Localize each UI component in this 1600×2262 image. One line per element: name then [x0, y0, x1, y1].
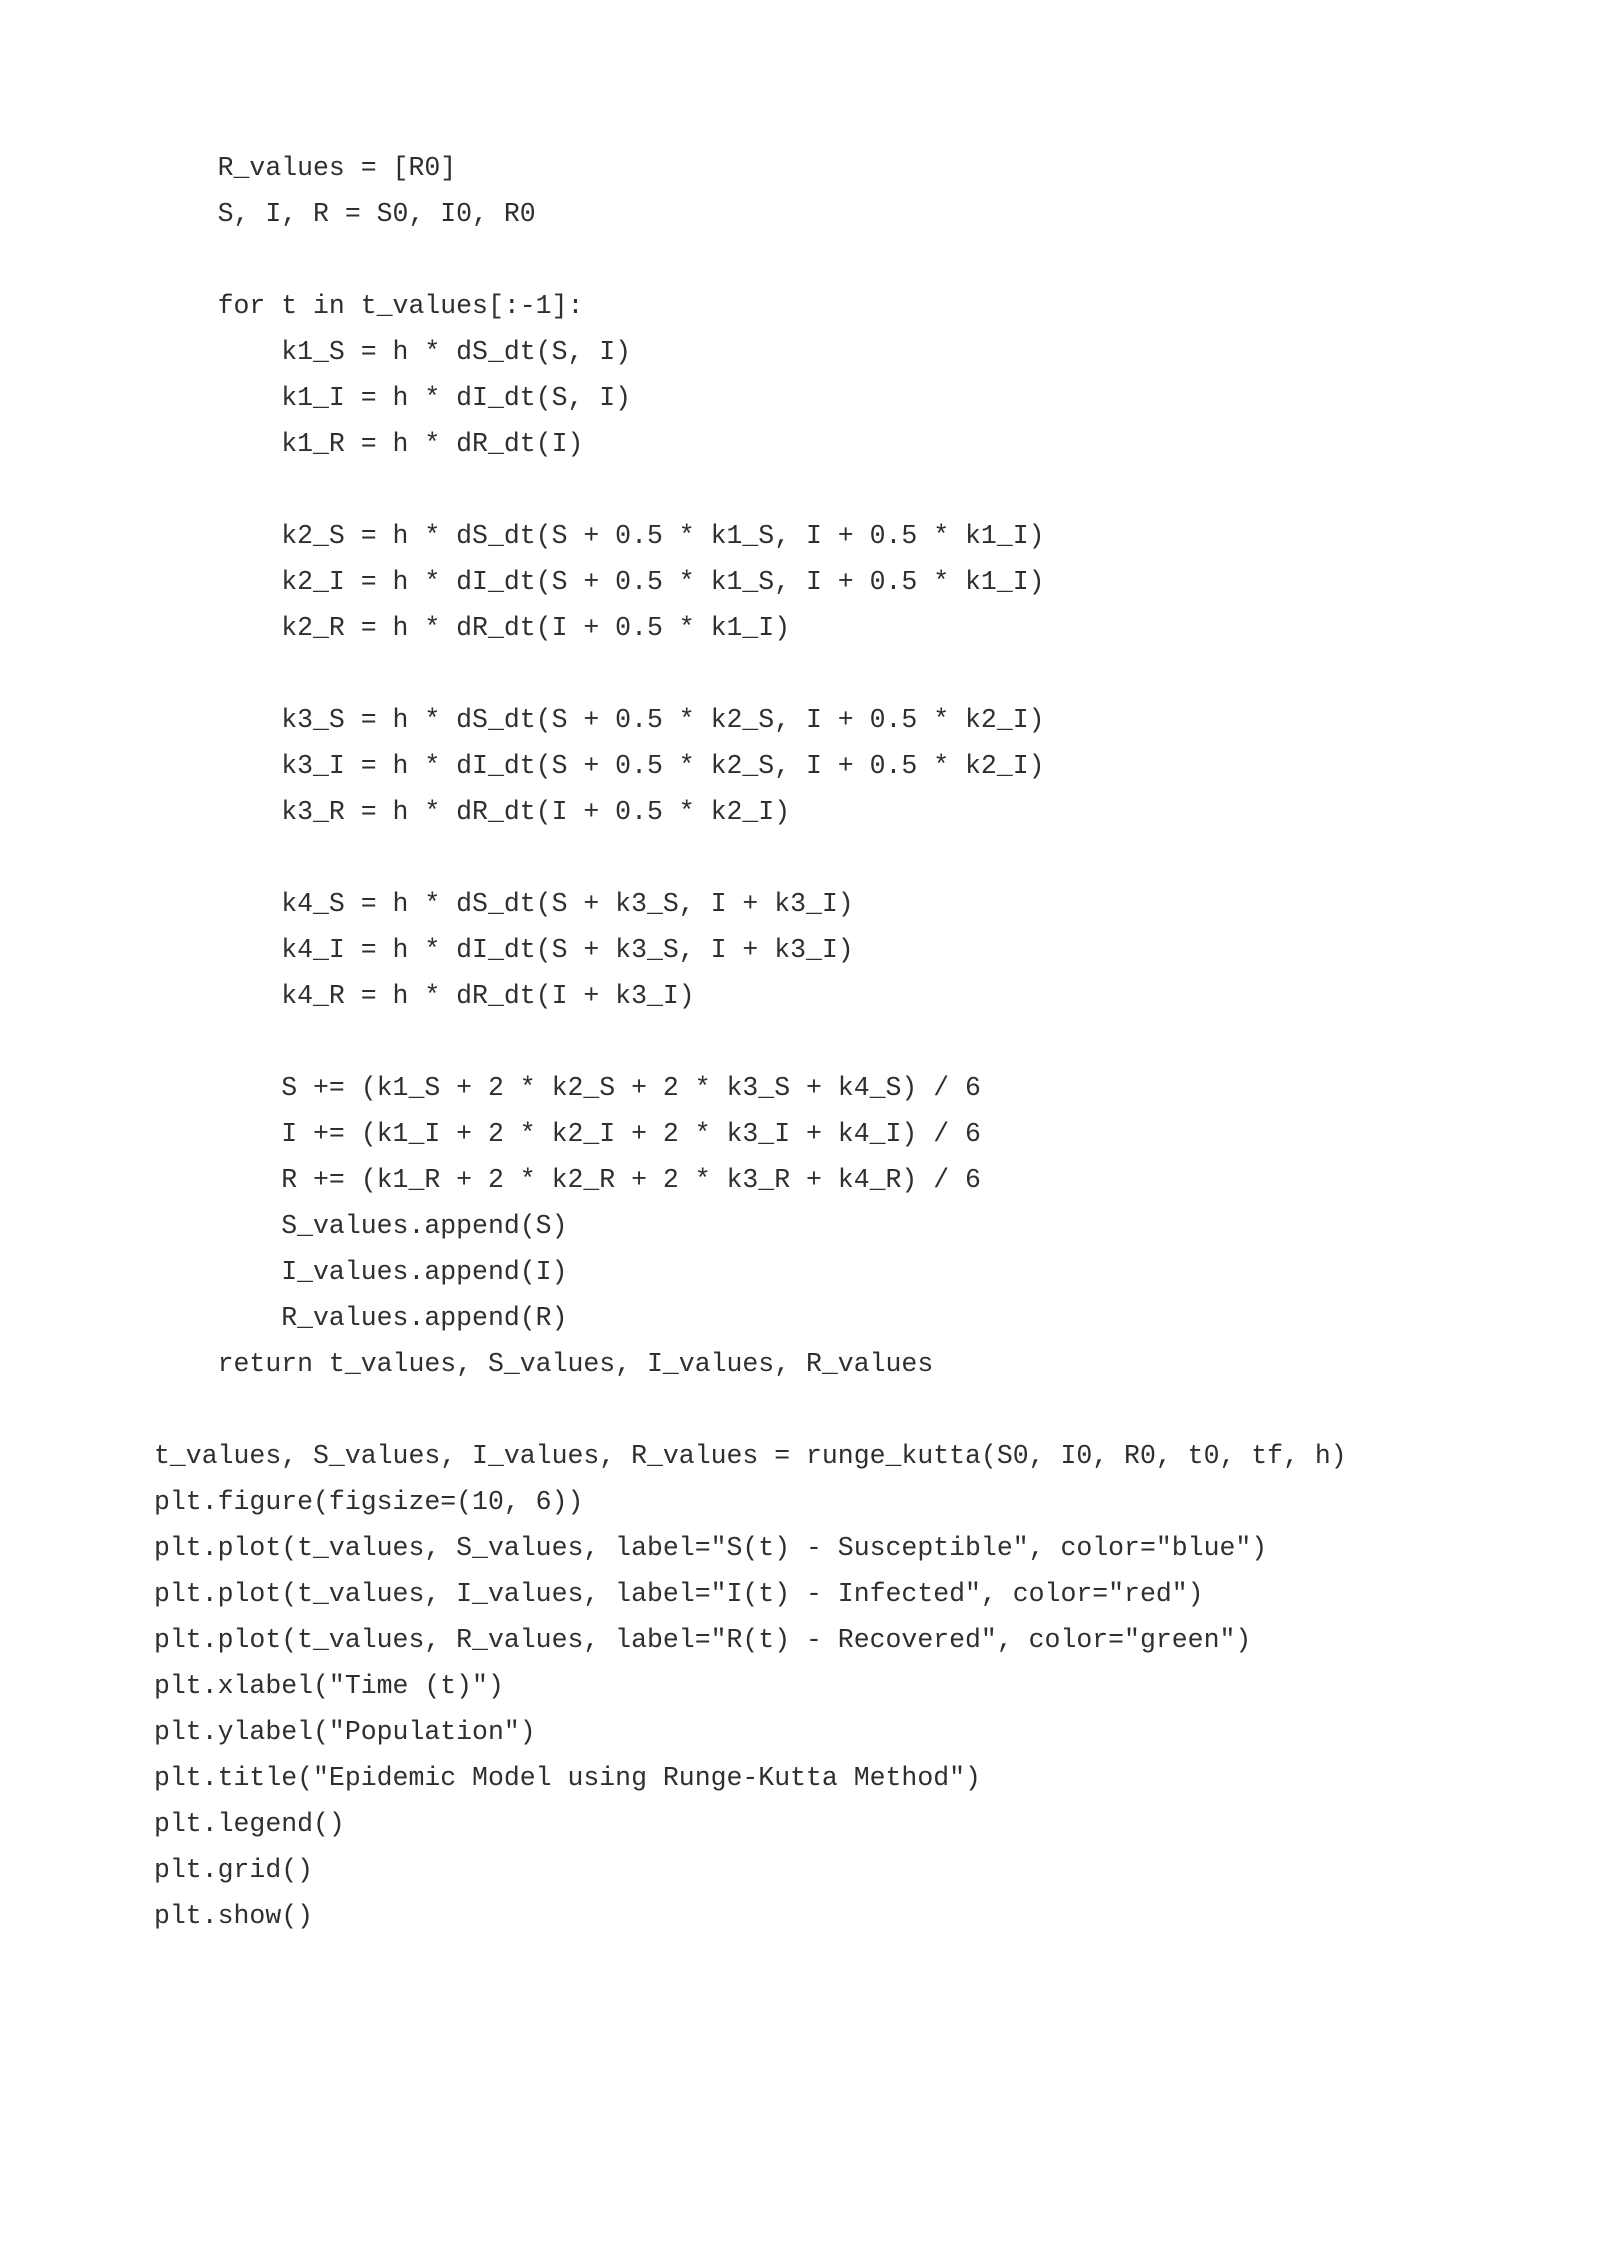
code-line: k1_R = h * dR_dt(I): [154, 429, 584, 459]
code-line: [154, 835, 1347, 881]
code-line: S += (k1_S + 2 * k2_S + 2 * k3_S + k4_S) / 6: [154, 1073, 981, 1103]
code-line: S_values.append(S): [154, 1211, 568, 1241]
code-line: [154, 467, 1347, 513]
code-line: plt.ylabel("Population"): [154, 1717, 536, 1747]
code-line: return t_values, S_values, I_values, R_values: [154, 1349, 934, 1379]
code-line: I += (k1_I + 2 * k2_I + 2 * k3_I + k4_I) / 6: [154, 1119, 981, 1149]
code-line: plt.legend(): [154, 1809, 345, 1839]
code-line: k3_S = h * dS_dt(S + 0.5 * k2_S, I + 0.5 * k2_I): [154, 705, 1045, 735]
code-line: plt.title("Epidemic Model using Runge-Kutta Method"): [154, 1763, 981, 1793]
code-line: plt.plot(t_values, R_values, label="R(t) - Recovered", color="green"): [154, 1625, 1252, 1655]
code-line: k3_R = h * dR_dt(I + 0.5 * k2_I): [154, 797, 791, 827]
code-line: plt.grid(): [154, 1855, 314, 1885]
code-line: plt.xlabel("Time (t)"): [154, 1671, 504, 1701]
code-line: [154, 1019, 1347, 1065]
code-line: [154, 651, 1347, 697]
code-line: [154, 1387, 1347, 1433]
code-line: k4_R = h * dR_dt(I + k3_I): [154, 981, 695, 1011]
code-line: k2_S = h * dS_dt(S + 0.5 * k1_S, I + 0.5 * k1_I): [154, 521, 1045, 551]
code-line: k3_I = h * dI_dt(S + 0.5 * k2_S, I + 0.5 * k2_I): [154, 751, 1045, 781]
code-line: k2_R = h * dR_dt(I + 0.5 * k1_I): [154, 613, 791, 643]
code-line: t_values, S_values, I_values, R_values = runge_kutta(S0, I0, R0, t0, tf, h): [154, 1441, 1347, 1471]
code-line: k1_I = h * dI_dt(S, I): [154, 383, 632, 413]
code-line: k4_S = h * dS_dt(S + k3_S, I + k3_I): [154, 889, 854, 919]
code-line: k4_I = h * dI_dt(S + k3_S, I + k3_I): [154, 935, 854, 965]
code-line: [154, 237, 1347, 283]
code-line: R += (k1_R + 2 * k2_R + 2 * k3_R + k4_R) / 6: [154, 1165, 981, 1195]
code-line: R_values.append(R): [154, 1303, 568, 1333]
code-line: S, I, R = S0, I0, R0: [154, 199, 536, 229]
code-line: plt.plot(t_values, S_values, label="S(t) - Susceptible", color="blue"): [154, 1533, 1268, 1563]
code-line: k2_I = h * dI_dt(S + 0.5 * k1_S, I + 0.5 * k1_I): [154, 567, 1045, 597]
code-line: plt.plot(t_values, I_values, label="I(t) - Infected", color="red"): [154, 1579, 1204, 1609]
code-block: [154, 145, 1347, 1939]
code-line: plt.figure(figsize=(10, 6)): [154, 1487, 584, 1517]
code-line: for t in t_values[:-1]:: [154, 291, 584, 321]
code-line: k1_S = h * dS_dt(S, I): [154, 337, 632, 367]
code-line: plt.show(): [154, 1901, 314, 1931]
code-line: R_values = [R0]: [154, 153, 457, 183]
code-line: I_values.append(I): [154, 1257, 568, 1287]
